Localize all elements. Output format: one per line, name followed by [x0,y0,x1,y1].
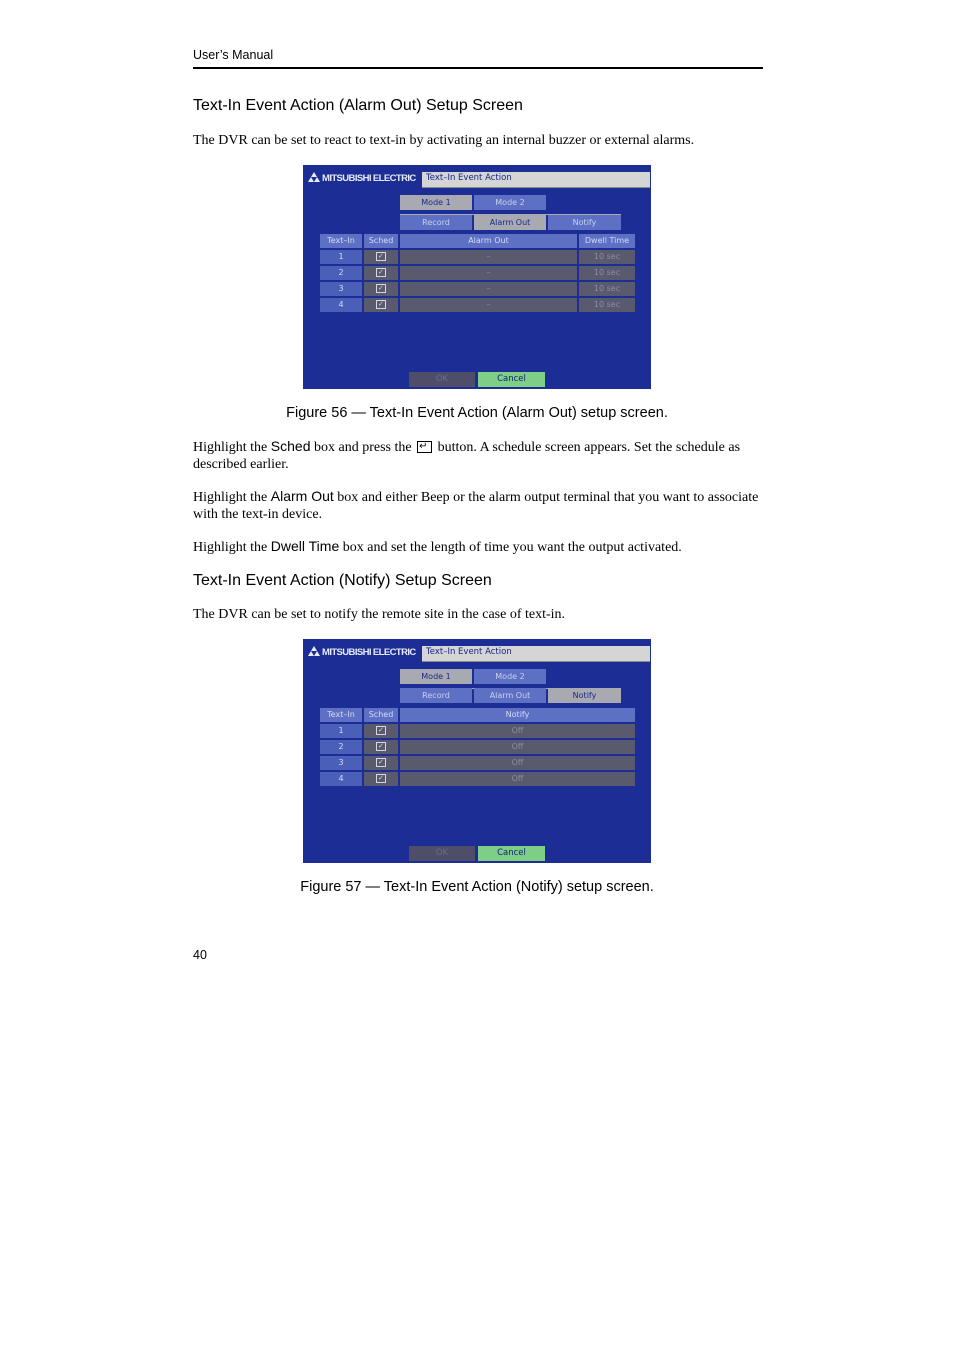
tab-notify[interactable]: Notify [548,688,621,703]
sched-cell[interactable] [364,772,398,786]
brand-logo [308,172,416,184]
alarm-out-cell[interactable]: – [400,298,577,312]
sched-cell[interactable] [364,250,398,264]
row-index: 4 [320,298,362,312]
dwell-time-cell[interactable]: 10 sec [579,250,635,264]
section-heading-alarm-out: Text-In Event Action (Alarm Out) Setup Screen [193,97,523,114]
tab-mode-2[interactable]: Mode 2 [474,669,546,684]
tab-alarm-out[interactable]: Alarm Out [474,215,546,230]
tab-record[interactable]: Record [400,688,472,703]
dwell-time-cell[interactable]: 10 sec [579,266,635,280]
dwell-time-cell[interactable]: 10 sec [579,298,635,312]
brand-name: MITSUBISHI ELECTRIC [322,173,416,184]
row-index: 3 [320,282,362,296]
ok-button[interactable]: OK [409,372,475,387]
tab-mode-2[interactable]: Mode 2 [474,195,546,210]
tab-alarm-out[interactable]: Alarm Out [474,688,546,703]
enter-key-icon: ↵ [417,441,432,453]
sched-cell[interactable] [364,724,398,738]
header-rule [193,67,763,69]
term-dwell-time: Dwell Time [270,538,340,554]
tab-mode-1[interactable]: Mode 1 [400,195,472,210]
schedule-icon: ✓ [376,774,386,783]
tab-notify[interactable]: Notify [548,215,621,230]
row-index: 1 [320,724,362,738]
schedule-icon: ✓ [376,742,386,751]
notify-cell[interactable]: Off [400,772,635,786]
section-heading-notify: Text-In Event Action (Notify) Setup Screen [193,572,492,589]
screen-title: Text–In Event Action [426,173,512,183]
intro-paragraph-alarm-out: The DVR can be set to react to text-in by activating an internal buzzer or external alarms. [193,133,695,148]
sched-cell[interactable] [364,282,398,296]
instruction-dwell-time: Highlight the Dwell Time box and set the length of time you want the output activated. [193,538,682,555]
schedule-icon: ✓ [376,300,386,309]
instruction-alarm-out: Highlight the Alarm Out box and either Beep or the alarm output terminal that you want to associate with the text-in device. [193,488,759,522]
alarm-out-cell[interactable]: – [400,282,577,296]
row-index: 4 [320,772,362,786]
intro-paragraph-notify: The DVR can be set to notify the remote site in the case of text-in. [193,607,566,622]
row-index: 2 [320,266,362,280]
column-header-text-in: Text–In [320,708,362,722]
dvr-screen-alarm-out [303,165,651,389]
schedule-icon: ✓ [376,252,386,261]
ok-button[interactable]: OK [409,846,475,861]
page-number: 40 [193,948,207,962]
cancel-button[interactable]: Cancel [478,372,545,387]
term-sched: Sched [270,438,311,454]
tab-record[interactable]: Record [400,215,472,230]
tab-mode-1[interactable]: Mode 1 [400,669,472,684]
column-header-alarm-out: Alarm Out [400,234,577,248]
screen-title-bar [422,646,650,662]
schedule-icon: ✓ [376,284,386,293]
notify-cell[interactable]: Off [400,724,635,738]
term-alarm-out: Alarm Out [270,488,334,504]
schedule-icon: ✓ [376,268,386,277]
screen-title: Text–In Event Action [426,647,512,657]
sched-cell[interactable] [364,266,398,280]
column-header-sched: Sched [364,708,398,722]
column-header-notify: Notify [400,708,635,722]
brand-name: MITSUBISHI ELECTRIC [322,647,416,658]
sched-cell[interactable] [364,740,398,754]
running-header: User’s Manual [193,48,274,62]
notify-cell[interactable]: Off [400,740,635,754]
dvr-screen-notify [303,639,651,863]
dwell-time-cell[interactable]: 10 sec [579,282,635,296]
instruction-sched: Highlight the Sched box and press the ↵ button. A schedule screen appears. Set the schedule as described earlier. [193,438,741,472]
column-header-dwell-time: Dwell Time [579,234,635,248]
screen-title-bar [422,172,650,188]
notify-cell[interactable]: Off [400,756,635,770]
alarm-out-cell[interactable]: – [400,266,577,280]
cancel-button[interactable]: Cancel [478,846,545,861]
row-index: 2 [320,740,362,754]
schedule-icon: ✓ [376,726,386,735]
mitsubishi-diamonds-icon [308,172,320,182]
sched-cell[interactable] [364,298,398,312]
mitsubishi-diamonds-icon [308,646,320,656]
row-index: 1 [320,250,362,264]
figure-caption-57: Figure 57 — Text-In Event Action (Notify) setup screen. [300,879,654,895]
row-index: 3 [320,756,362,770]
figure-caption-56: Figure 56 — Text-In Event Action (Alarm Out) setup screen. [286,405,668,421]
column-header-sched: Sched [364,234,398,248]
column-header-text-in: Text–In [320,234,362,248]
schedule-icon: ✓ [376,758,386,767]
sched-cell[interactable] [364,756,398,770]
brand-logo [308,646,416,658]
alarm-out-cell[interactable]: – [400,250,577,264]
